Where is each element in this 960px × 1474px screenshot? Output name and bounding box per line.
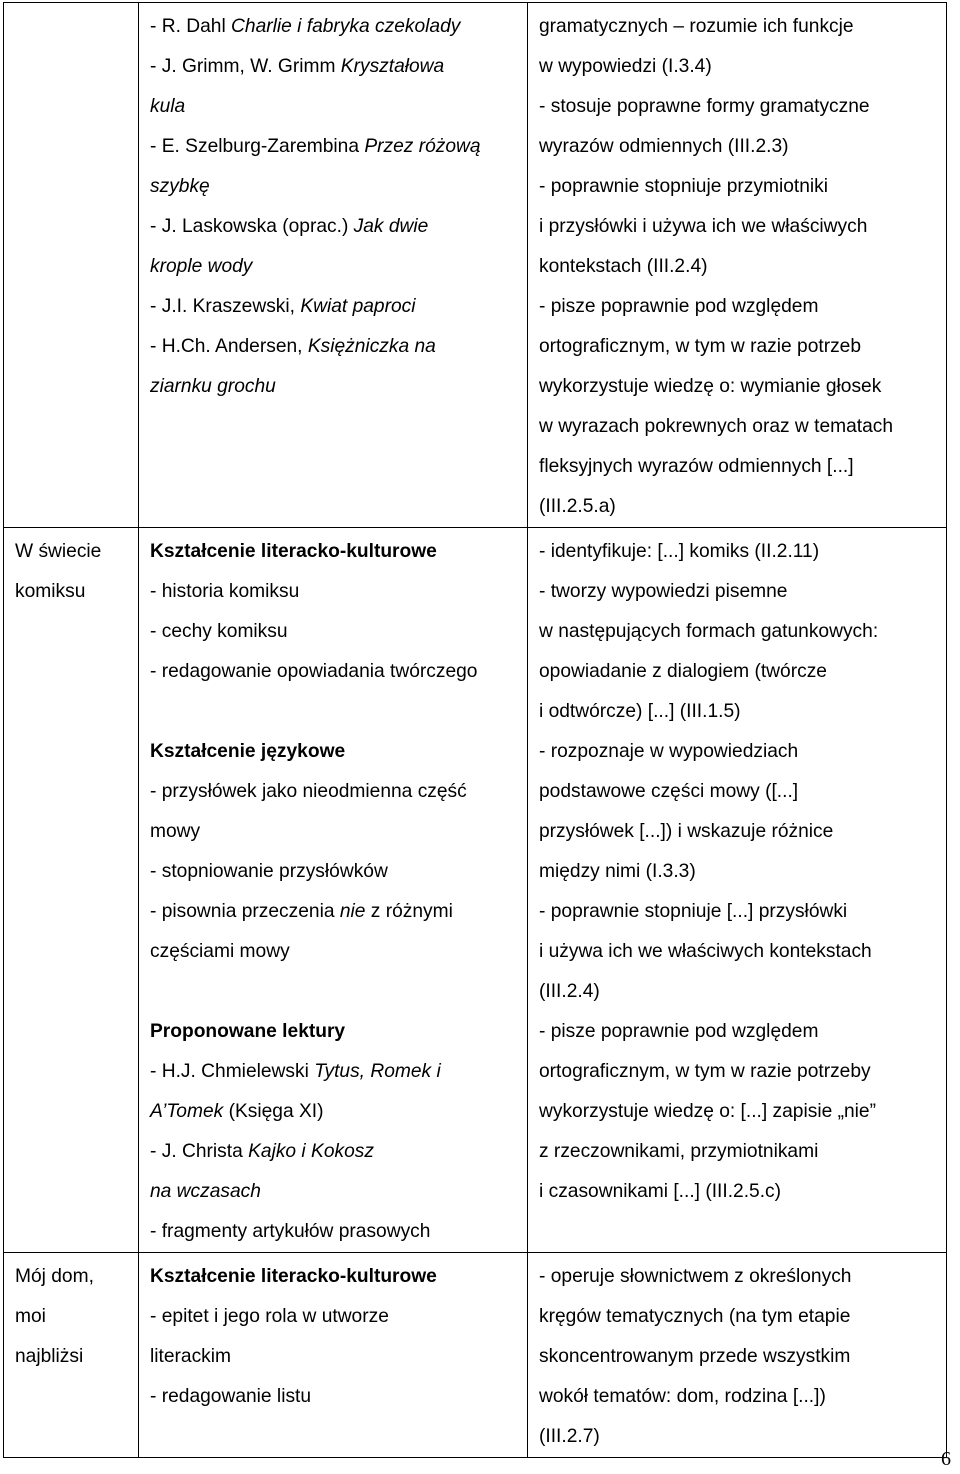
text-line bbox=[150, 852, 517, 892]
title-text: Kwiat paproci bbox=[300, 296, 416, 317]
readings-list bbox=[150, 1052, 517, 1252]
table-row bbox=[4, 1253, 947, 1458]
title-text: Kajko i Kokosz bbox=[248, 1141, 374, 1162]
title-text: Księżniczka na bbox=[307, 336, 436, 357]
plain-text: - R. Dahl bbox=[150, 16, 232, 37]
text-line bbox=[150, 207, 517, 247]
text-line: komiksu bbox=[15, 581, 86, 602]
plain-text: - H.J. Chmielewski bbox=[150, 1061, 315, 1082]
text-line bbox=[150, 87, 517, 127]
section-heading-language: Kształcenie językowe bbox=[150, 741, 346, 762]
text-line bbox=[150, 47, 517, 87]
text-line: (III.2.4) bbox=[539, 981, 600, 1002]
text-line: (III.2.7) bbox=[539, 1426, 600, 1447]
literary-items bbox=[150, 1297, 517, 1417]
text-line: fleksyjnych wyrazów odmiennych [...] bbox=[539, 456, 854, 477]
text-line: i przysłówki i używa ich we właściwych bbox=[539, 216, 868, 237]
text-line bbox=[150, 247, 517, 287]
plain-text: - J. Grimm, W. Grimm bbox=[150, 56, 341, 77]
content-cell bbox=[139, 1253, 528, 1458]
plain-text: z różnymi bbox=[365, 901, 453, 922]
plain-text: - J. Laskowska (oprac.) bbox=[150, 216, 354, 237]
title-text: Charlie i fabryka czekolady bbox=[231, 16, 461, 37]
text-line: - identyfikuje: [...] komiks (II.2.11) bbox=[539, 541, 820, 562]
text-line: przysłówek [...]) i wskazuje różnice bbox=[539, 821, 834, 842]
text-line: kręgów tematycznych (na tym etapie bbox=[539, 1306, 851, 1327]
title-text: A’Tomek bbox=[150, 1101, 224, 1122]
text-line bbox=[150, 932, 517, 972]
text-line: - pisze poprawnie pod względem bbox=[539, 296, 819, 317]
content-cell bbox=[139, 528, 528, 1253]
title-text: kula bbox=[150, 96, 186, 117]
text-line: w wypowiedzi (I.3.4) bbox=[539, 56, 712, 77]
text-line: kontekstach (III.2.4) bbox=[539, 256, 708, 277]
text-line: (III.2.5.a) bbox=[539, 496, 616, 517]
text-line: Mój dom, bbox=[15, 1266, 94, 1287]
text-line: najbliżsi bbox=[15, 1346, 84, 1367]
plain-text: - pisownia przeczenia bbox=[150, 901, 340, 922]
text-line: wokół tematów: dom, rodzina [...]) bbox=[539, 1386, 826, 1407]
text-line bbox=[150, 327, 517, 367]
title-text: ziarnku grochu bbox=[150, 376, 276, 397]
literary-items bbox=[150, 572, 517, 692]
readings-list bbox=[150, 7, 517, 407]
text-line: ortograficznym, w tym w razie potrzeb bbox=[539, 336, 862, 357]
language-items bbox=[150, 772, 517, 972]
title-text: krople wody bbox=[150, 256, 253, 277]
plain-text: - fragmenty artykułów prasowych bbox=[150, 1221, 431, 1242]
text-line: w następujących formach gatunkowych: bbox=[539, 621, 879, 642]
requirements-cell bbox=[528, 1253, 947, 1458]
plain-text: - stopniowanie przysłówków bbox=[150, 861, 388, 882]
text-line: - historia komiksu bbox=[150, 581, 300, 602]
text-line: - poprawnie stopniuje przymiotniki bbox=[539, 176, 829, 197]
text-line: gramatycznych – rozumie ich funkcje bbox=[539, 16, 854, 37]
page-number: 6 bbox=[941, 1448, 951, 1470]
text-line: wykorzystuje wiedzę o: wymianie głosek bbox=[539, 376, 882, 397]
text-line: opowiadanie z dialogiem (twórcze bbox=[539, 661, 827, 682]
text-line bbox=[150, 1052, 517, 1092]
text-line bbox=[150, 7, 517, 47]
topic-cell bbox=[4, 1253, 139, 1458]
plain-text: mowy bbox=[150, 821, 201, 842]
text-line: i odtwórcze) [...] (III.1.5) bbox=[539, 701, 741, 722]
plain-text: - J. Christa bbox=[150, 1141, 249, 1162]
text-line bbox=[150, 1172, 517, 1212]
requirements-cell bbox=[528, 528, 947, 1253]
text-line bbox=[150, 892, 517, 932]
title-text: Jak dwie bbox=[353, 216, 429, 237]
table-row bbox=[4, 3, 947, 528]
text-line: moi bbox=[15, 1306, 46, 1327]
plain-text: (Księga XI) bbox=[223, 1101, 324, 1122]
plain-text: - H.Ch. Andersen, bbox=[150, 336, 308, 357]
table-row bbox=[4, 528, 947, 1253]
plain-text: - J.I. Kraszewski, bbox=[150, 296, 301, 317]
text-line: między nimi (I.3.3) bbox=[539, 861, 696, 882]
text-line: wykorzystuje wiedzę o: [...] zapisie „nie” bbox=[539, 1101, 876, 1122]
title-text: Przez różową bbox=[364, 136, 481, 157]
text-line: podstawowe części mowy ([...] bbox=[539, 781, 799, 802]
title-text: nie bbox=[339, 901, 366, 922]
section-heading-literary: Kształcenie literacko-kulturowe bbox=[150, 1266, 437, 1287]
plain-text: - przysłówek jako nieodmienna część bbox=[150, 781, 467, 802]
text-line: - redagowanie opowiadania twórczego bbox=[150, 661, 478, 682]
text-line bbox=[150, 127, 517, 167]
section-heading-literary: Kształcenie literacko-kulturowe bbox=[150, 541, 437, 562]
text-line bbox=[150, 812, 517, 852]
text-line: i czasownikami [...] (III.2.5.c) bbox=[539, 1181, 782, 1202]
title-text: na wczasach bbox=[150, 1181, 261, 1202]
text-line bbox=[150, 1132, 517, 1172]
text-line: z rzeczownikami, przymiotnikami bbox=[539, 1141, 819, 1162]
requirements-cell bbox=[528, 3, 947, 528]
text-line: literackim bbox=[150, 1346, 232, 1367]
text-line: - redagowanie listu bbox=[150, 1386, 312, 1407]
title-text: szybkę bbox=[150, 176, 210, 197]
plain-text: częściami mowy bbox=[150, 941, 290, 962]
curriculum-table bbox=[3, 2, 947, 1458]
text-line: - cechy komiksu bbox=[150, 621, 288, 642]
text-line: - poprawnie stopniuje [...] przysłówki bbox=[539, 901, 848, 922]
text-line: - rozpoznaje w wypowiedziach bbox=[539, 741, 799, 762]
text-line bbox=[150, 1092, 517, 1132]
text-line: skoncentrowanym przede wszystkim bbox=[539, 1346, 851, 1367]
topic-cell bbox=[4, 528, 139, 1253]
text-line: w wyrazach pokrewnych oraz w tematach bbox=[539, 416, 894, 437]
text-line: - epitet i jego rola w utworze bbox=[150, 1306, 389, 1327]
text-line: - pisze poprawnie pod względem bbox=[539, 1021, 819, 1042]
text-line: - operuje słownictwem z określonych bbox=[539, 1266, 852, 1287]
text-line: - stosuje poprawne formy gramatyczne bbox=[539, 96, 870, 117]
title-text: Kryształowa bbox=[340, 56, 445, 77]
section-heading-readings: Proponowane lektury bbox=[150, 1021, 346, 1042]
content-cell bbox=[139, 3, 528, 528]
plain-text: - E. Szelburg-Zarembina bbox=[150, 136, 365, 157]
text-line bbox=[150, 1212, 517, 1252]
text-line bbox=[150, 167, 517, 207]
text-line: - tworzy wypowiedzi pisemne bbox=[539, 581, 788, 602]
topic-cell bbox=[4, 3, 139, 528]
text-line: ortograficznym, w tym w razie potrzeby bbox=[539, 1061, 871, 1082]
text-line bbox=[150, 772, 517, 812]
text-line bbox=[150, 367, 517, 407]
text-line: wyrazów odmiennych (III.2.3) bbox=[539, 136, 789, 157]
text-line: W świecie bbox=[15, 541, 102, 562]
text-line bbox=[150, 287, 517, 327]
title-text: Tytus, Romek i bbox=[314, 1061, 441, 1082]
text-line: i używa ich we właściwych kontekstach bbox=[539, 941, 872, 962]
